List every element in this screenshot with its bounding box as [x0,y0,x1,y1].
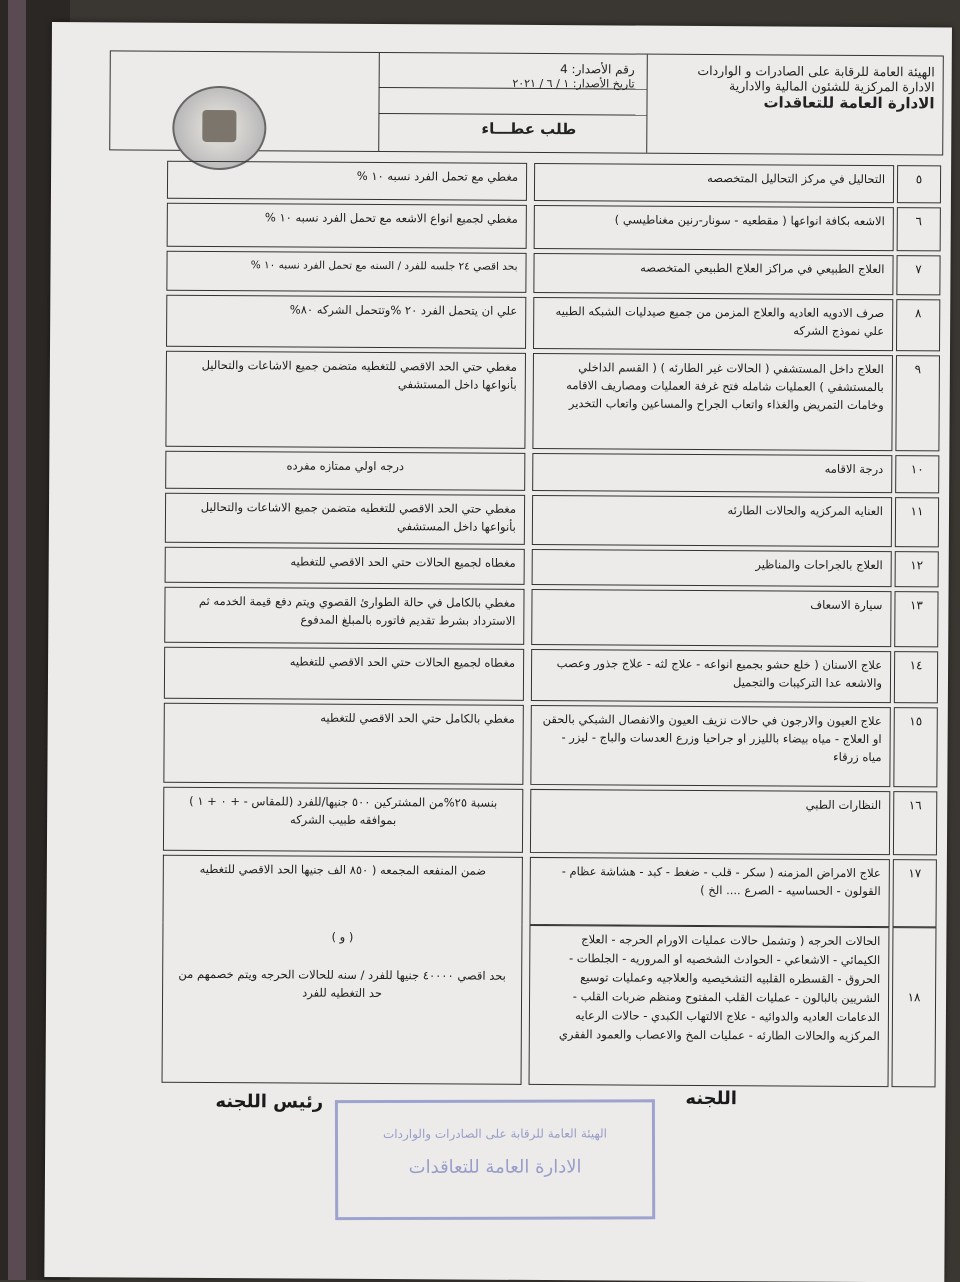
row-number: ١٢ [895,551,939,587]
row-item: علاج الامراض المزمنه ( سكر - قلب - ضغط - كبد - هشاشة عظام - القولون - الحساسيه - الصرع .... الخ ) [529,857,889,927]
table-row [107,492,939,547]
issue-number: رقم الأصدار: 4 [560,62,635,77]
row-number: ٧ [896,255,940,295]
row-coverage: مغطي حتي الحد الاقصي للتغطيه متضمن جميع الاشاعات والتحاليل بأنواعها داخل المستشفي [165,351,526,449]
row-number: ١٠ [895,455,939,493]
committee-label: اللجنه [685,1087,738,1110]
row-item: سيارة الاسعاف [531,589,891,647]
table-row [104,922,937,1087]
row-coverage: بحد اقصي ٢٤ جلسه للفرد / السنه مع تحمل الفرد نسبه ١٠ % [166,251,526,293]
table-row [108,250,940,295]
table-row [108,294,940,351]
org-line-3: الادارة العامة للتعاقدات [763,93,935,113]
background-strip [8,0,26,1280]
row-coverage: مغطي حتي الحد الاقصي للتغطيه متضمن جميع الاشاعات والتحاليل بأنواعها داخل المستشفي [165,493,525,545]
row-number: ١٥ [893,707,937,787]
row-number: ١٧ [892,859,936,927]
row-coverage-extra: بحد اقصي ٤٠٠٠٠ جنيها للفرد / سنه للحالات الحرجه ويتم خصمهم من حد التغطيه للفرد [178,966,506,1001]
row-item: العلاج الطبيعي في مراكز العلاج الطبيعي المتخصصه [533,253,893,295]
row-coverage-conjunction: ( و ) [331,929,354,944]
row-coverage: مغطاه لجميع الحالات حتي الحد الاقصي للتغطيه [165,547,525,585]
row-item: الحالات الحرجه ( وتشمل حالات عمليات الاورام الحرجه - العلاج الكيمائي - الاشعاعي - الحوادث الشخصيه او المروريه - الجلطات - الحروق - القسطره القلبيه التشخيصيه والعلاجيه وعمليات توسيع الشريين بالبالون - عمليات القلب المفتوح ومنظم ضربات القلب - الدعامات العاديه والدوائيه - علاج الالتهاب الكبدي - حالات الرعايه المركزيه والحالات الطارئه - عمليات المخ والاعصاب والعمود الفقري [529,925,890,1087]
row-number: ١٦ [893,791,937,855]
row-coverage: مغطي لجميع انواع الاشعه مع تحمل الفرد نسبه ١٠ % [167,203,527,249]
row-coverage: ضمن المنفعه المجمعه ( ٨٥٠ الف جنيها الحد الاقصي للتغطيه [163,855,523,925]
row-item: صرف الادويه العاديه والعلاج المزمن من جميع صيدليات الشبكه الطبيه علي نموذج الشركه [533,297,893,351]
row-number: ٨ [896,299,940,351]
row-number: ١٣ [894,591,938,647]
row-item: العلاج بالجراحات والمناظير [532,549,892,587]
issue-date: تاريخ الأصدار: ١ / ٦ / ٢٠٢١ [512,76,635,91]
row-item: علاج الاسنان ( خلع حشو بجميع انواعه - علاج لثه - علاج جذور وعصب والاشعه عدا التركيبات والتجميل [531,649,891,703]
row-number: ١١ [895,497,939,547]
row-coverage: مغطي بالكامل في حالة الطوارئ القصوي ويتم دفع قيمة الخدمه ثم الاسترداد بشرط تقديم فاتوره بالمبلغ المدفوع [164,587,524,645]
table-row [107,350,940,451]
row-coverage: بنسبة ٢٥%من المشتركين ٥٠٠ جنيها/للفرد (للمقاس - + ٠ + ١ ) بموافقه طبيب الشركه [163,787,523,853]
organization-logo [172,86,267,171]
table-row [105,854,937,927]
row-coverage-group [162,923,523,1085]
row-number: ٩ [895,355,940,451]
org-line-2: الادارة المركزية للشئون المالية والادارية [729,78,935,95]
table-row [109,202,941,251]
table-row [109,160,941,203]
row-item: العنايه المركزيه والحالات الطارئه [532,495,892,547]
committee-head-label: رئيس اللجنه [215,1091,324,1113]
row-item: التحاليل في مركز التحاليل المتخصصه [534,163,894,203]
org-line-1: الهيئة العامة للرقابة على الصادرات و الواردات [697,62,935,80]
table-row [105,786,937,855]
row-item: العلاج داخل المستشفي ( الحالات غير الطارئه ) ( القسم الداخلي بالمستشفي ) العمليات شامله فتح غرفة العمليات ومصاريف الاقامه وخامات التمريض والغذاء واتعاب الجراح والمساعين واتعاب التخدير [532,353,893,451]
document-sheet [44,22,952,1282]
stamp-line-2: الادارة العامة للتعاقدات [408,1156,582,1178]
stamp-line-1: الهيئة العامة للرقابة على الصادرات والواردات [382,1126,608,1142]
row-number: ٥ [897,165,941,203]
row-item: الاشعه بكافة انواعها ( مقطعيه - سونار-رنين مغناطيسي ) [534,205,894,251]
table-row [107,450,939,493]
eagle-emblem-icon [202,110,236,142]
row-coverage: مغطاه لجميع الحالات حتي الحد الاقصي للتغطيه [164,647,524,701]
row-coverage: علي ان يتحمل الفرد ٢٠ %وتتحمل الشركه ٨٠% [166,295,526,349]
form-title: طلب عطـــاء [481,119,577,139]
table-row [107,546,939,587]
table-row [106,586,938,647]
official-stamp [335,1099,655,1220]
row-item: النظارات الطبي [530,789,890,855]
row-item: علاج العيون والارجون في حالات نزيف العيون والانفصال الشبكي بالحقن او العلاج - مياه بيضاء بالليزر او جراحيا وزرع العدسات والباج - ليزر - مياه زرقاء [530,705,890,787]
document-header [109,50,944,155]
row-coverage: درجه اولي ممتازه مفرده [165,451,525,491]
table-row [105,702,937,787]
row-number: ١٨ [892,927,937,1087]
row-coverage: مغطي مع تحمل الفرد نسبه ١٠ % [167,161,527,201]
row-item: درجة الاقامه [532,453,892,493]
organization-block [697,63,935,111]
row-coverage: مغطي بالكامل حتي الحد الاقصي للتغطيه [163,703,523,785]
issue-info [378,53,647,153]
row-number: ٦ [897,207,941,251]
table-row [106,646,938,703]
row-number: ١٤ [894,651,938,703]
